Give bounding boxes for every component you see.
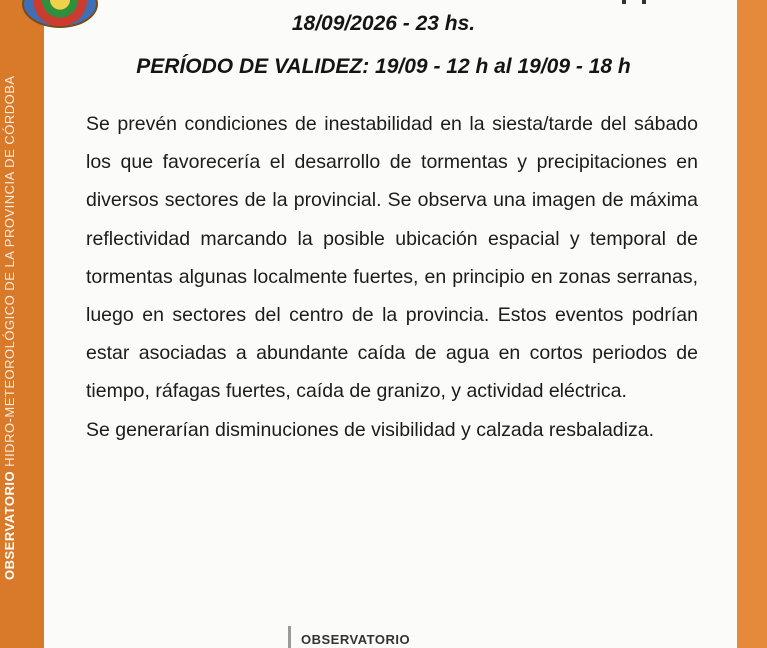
paragraph-forecast: Se prevén condiciones de inestabilidad en la siesta/tarde del sábado los que favorecería el desarrollo de tormentas y precipitaciones en diversos sectores de la provincial. Se observa una imagen de máxima reflectividad marcando la posible ubicación espacial y temporal de tormentas algunas localmente fuertes, en principio en zonas serranas, luego en sectores del centro de la provincia. Estos eventos podrían estar asociadas a abundante caída de agua en cortos periodos de tiempo, ráfagas fuertes, caída de granizo, y actividad eléctrica. — [86, 113, 698, 403]
bulletin-date: 18/09/2026 - 23 hs. — [291, 12, 476, 35]
paragraph-visibility: Se generarían disminuciones de visibilidad y calzada resbaladiza. — [86, 418, 654, 441]
brand-name-bold: OBSERVATORIO — [2, 470, 17, 580]
footer-logo — [288, 626, 431, 648]
left-brand-band — [0, 0, 44, 648]
bulletin-body — [86, 105, 698, 449]
right-brand-band — [737, 0, 767, 648]
pause-icon — [622, 0, 646, 4]
brand-name-rest: HIDRO-METEOROLÓGICO DE LA PROVINCIA DE CÓRDOBA — [2, 75, 17, 467]
footer-logo-text: OBSERVATORIO — [301, 632, 411, 647]
vertical-brand-text — [2, 0, 17, 580]
validity-period: PERÍODO DE VALIDEZ: 19/09 - 12 h al 19/09 - 18 h — [136, 55, 631, 78]
